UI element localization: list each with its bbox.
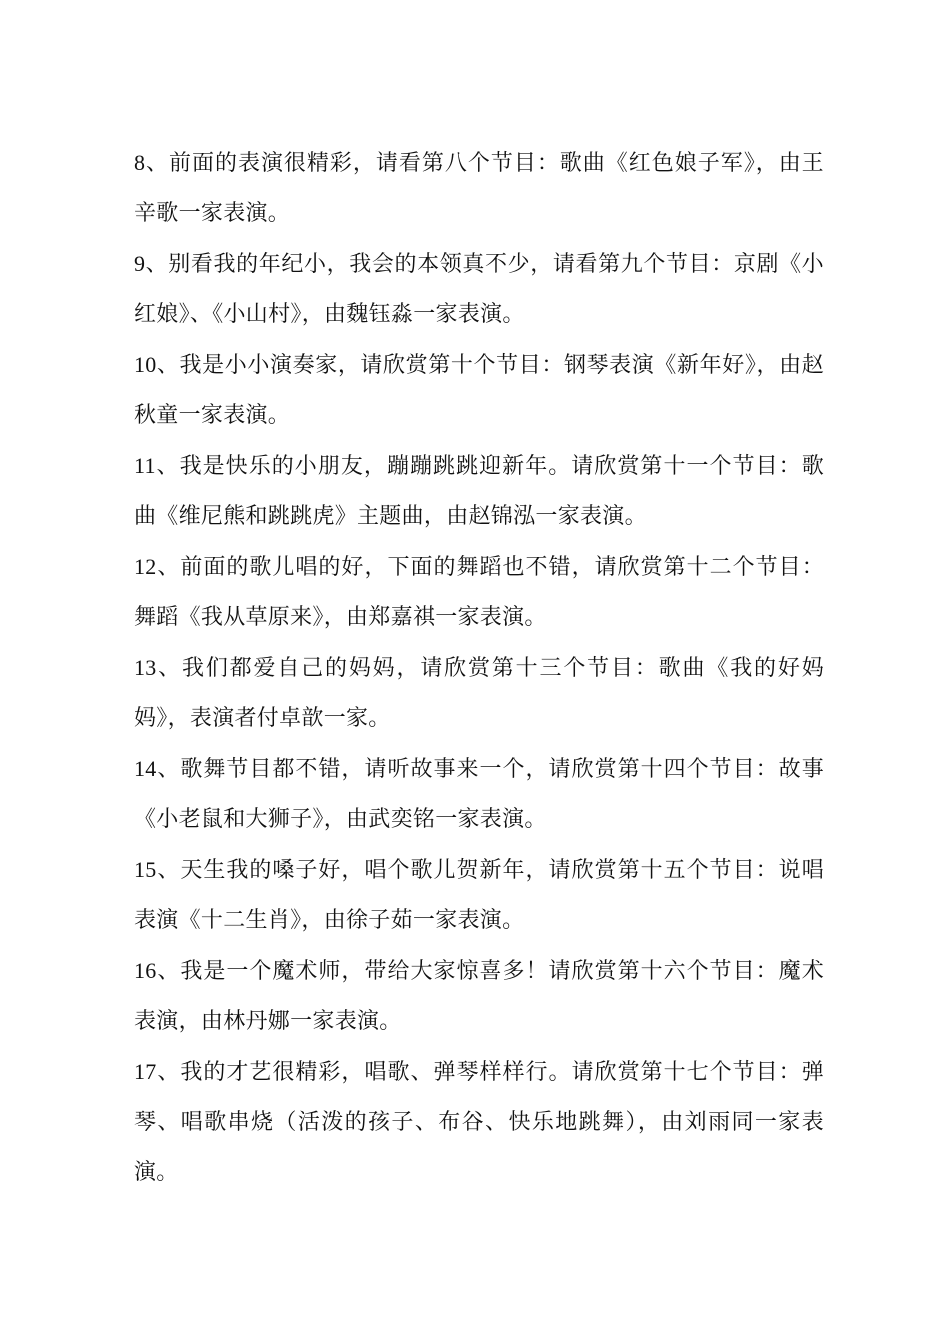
item-text: 、我是一个魔术师，带给大家惊喜多！请欣赏第十六个节目：魔术表演，由林丹娜一家表演。: [134, 959, 824, 1034]
item-number: 8: [134, 150, 146, 175]
item-text: 、我们都爱自己的妈妈，请欣赏第十三个节目：歌曲《我的好妈妈》，表演者付卓歆一家。: [134, 656, 824, 731]
program-item-11: [134, 441, 824, 542]
item-text: 、天生我的嗓子好，唱个歌儿贺新年，请欣赏第十五个节目：说唱表演《十二生肖》，由徐子茹一家表演。: [134, 858, 824, 933]
item-number: 17: [134, 1059, 157, 1084]
item-text: 、别看我的年纪小，我会的本领真不少，请看第九个节目：京剧《小红娘》、《小山村》，由魏钰淼一家表演。: [134, 252, 824, 327]
program-item-14: [134, 744, 824, 845]
item-number: 12: [134, 554, 157, 579]
item-number: 14: [134, 756, 157, 781]
program-item-17: [134, 1047, 824, 1198]
item-text: 、歌舞节目都不错，请听故事来一个，请欣赏第十四个节目：故事《小老鼠和大狮子》，由武奕铭一家表演。: [134, 757, 824, 832]
program-item-8: [134, 138, 824, 239]
item-number: 10: [134, 352, 157, 377]
item-number: 11: [134, 453, 156, 478]
item-text: 、前面的表演很精彩，请看第八个节目：歌曲《红色娘子军》，由王辛歌一家表演。: [134, 151, 824, 226]
item-number: 13: [134, 655, 157, 680]
program-item-13: [134, 643, 824, 744]
program-list: [134, 138, 824, 1198]
program-item-10: [134, 340, 824, 441]
item-text: 、我是小小演奏家，请欣赏第十个节目：钢琴表演《新年好》，由赵秋童一家表演。: [134, 353, 824, 428]
item-text: 、我的才艺很精彩，唱歌、弹琴样样行。请欣赏第十七个节目：弹琴、唱歌串烧（活泼的孩子、布谷、快乐地跳舞），由刘雨同一家表演。: [134, 1060, 824, 1185]
item-number: 9: [134, 251, 146, 276]
item-number: 16: [134, 958, 157, 983]
program-item-12: [134, 542, 824, 643]
program-item-9: [134, 239, 824, 340]
item-text: 、前面的歌儿唱的好，下面的舞蹈也不错，请欣赏第十二个节目：舞蹈《我从草原来》，由郑嘉祺一家表演。: [134, 555, 824, 630]
item-number: 15: [134, 857, 157, 882]
program-item-15: [134, 845, 824, 946]
program-item-16: [134, 946, 824, 1047]
item-text: 、我是快乐的小朋友，蹦蹦跳跳迎新年。请欣赏第十一个节目：歌曲《维尼熊和跳跳虎》主题曲，由赵锦泓一家表演。: [134, 454, 824, 529]
